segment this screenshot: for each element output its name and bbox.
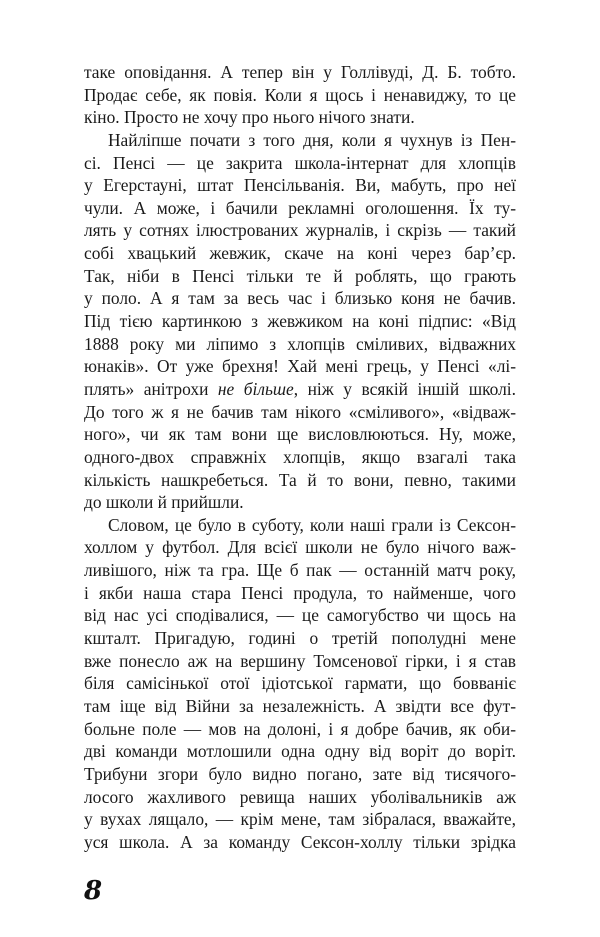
text-line: від нас усі сподівалися, — це самогубство чи щось на bbox=[84, 605, 516, 626]
text-line: Словом, це було в суботу, коли наші грали із Сексон- bbox=[108, 514, 516, 535]
text-line: Найліпше почати з того дня, коли я чухнув із Пен- bbox=[108, 129, 516, 150]
text-line: юнаків». От уже брехня! Хай мені грець, у Пенсі «лі- bbox=[84, 356, 516, 377]
text-line: ливішого, ніж та гра. Ще б пак — останній матч року, bbox=[84, 560, 516, 581]
text-line: таке оповідання. А тепер він у Голлівуді, Д. Б. тобто. bbox=[84, 62, 516, 82]
text-line: уся школа. А за команду Сексон-холлу тільки зрідка bbox=[84, 831, 516, 852]
text-line: кшталт. Пригадую, годині о третій пополудні мене bbox=[84, 628, 516, 649]
text-line: собі хвацький жевжик, скаче на коні через бар’єр. bbox=[84, 243, 516, 264]
text-line: ного», чи як там вони ще висловлюються. Ну, може, bbox=[84, 424, 516, 445]
text-line: лосого жахливого ревища наших уболівальників аж bbox=[84, 786, 516, 807]
text-line: Так, ніби в Пенсі тільки те й роблять, що грають bbox=[84, 265, 516, 286]
text-line: Трибуни згори було видно погано, зате від тисячого- bbox=[84, 763, 516, 784]
text-line: одного-двох справжніх хлопців, якщо взагалі така bbox=[84, 446, 516, 467]
text-line: біля самісінької отої ідіотської гармати, що бовваніє bbox=[84, 673, 516, 694]
text-line: кіно. Просто не хочу про нього нічого знати. bbox=[84, 107, 415, 128]
text-line: холлом у футбол. Для всієї школи не було нічого важ- bbox=[84, 537, 516, 558]
text-line: вже понесло аж на вершину Томсенової гірки, і я став bbox=[84, 650, 516, 671]
text-line: больне поле — мов на долоні, і я добре бачив, як оби- bbox=[84, 718, 516, 739]
text-line: і якби наша стара Пенсі продула, то найменше, чого bbox=[84, 582, 516, 603]
text-line: у Егерстауні, штат Пенсільванія. Ви, мабуть, про неї bbox=[84, 175, 516, 196]
emphasis-text: не більше bbox=[217, 378, 294, 399]
text-line: до школи й прийшли. bbox=[84, 492, 244, 513]
text-line: Продає себе, як повія. Коли я щось і ненавиджу, то це bbox=[84, 84, 516, 105]
text-line: дві команди мотлошили одна одну від воріт до воріт. bbox=[84, 741, 516, 762]
text-line: Під тією картинкою з жевжиком на коні підпис: «Від bbox=[84, 311, 516, 332]
text-segment: плять» анітрохи bbox=[84, 378, 218, 399]
text-line: там іще від Війни за незалежність. А звідти все фут- bbox=[84, 695, 516, 716]
text-line: 1888 року ми ліпимо з хлопців сміливих, відважних bbox=[84, 333, 516, 354]
paragraph bbox=[84, 129, 516, 514]
text-line bbox=[84, 378, 516, 401]
text-line: чули. А може, і бачили рекламні оголошення. Їх ту- bbox=[84, 197, 516, 218]
text-line: До того ж я не бачив там нікого «сміливого», «відваж- bbox=[84, 401, 516, 422]
page-body-text bbox=[84, 61, 516, 853]
text-line: кількість нашкребеться. Та й то вони, певно, такими bbox=[84, 469, 516, 490]
paragraph bbox=[84, 514, 516, 854]
text-line: у поло. А я там за весь час і близько коня не бачив. bbox=[84, 288, 516, 309]
text-segment: , ніж у всякій іншій школі. bbox=[293, 378, 516, 399]
text-line: сі. Пенсі — це закрита школа-інтернат для хлопців bbox=[84, 152, 516, 173]
text-line: у вухах лящало, — крім мене, там зібралася, вважайте, bbox=[84, 809, 516, 830]
paragraph bbox=[84, 61, 516, 129]
page-number: 8 bbox=[84, 876, 103, 906]
text-line: лять у сотнях ілюстрованих журналів, і скрізь — такий bbox=[84, 220, 516, 241]
